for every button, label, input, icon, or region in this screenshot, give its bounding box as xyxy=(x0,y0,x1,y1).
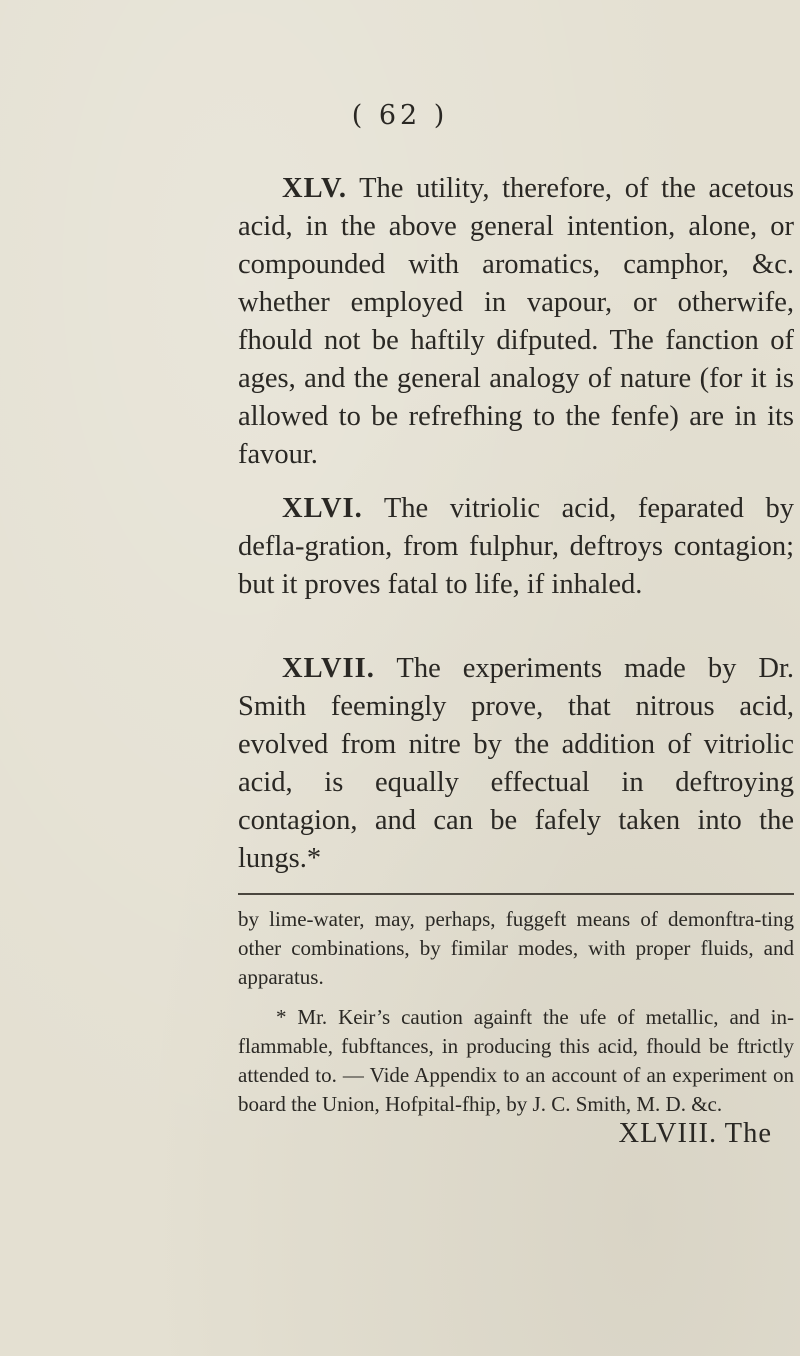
page-number: ( 62 ) xyxy=(351,100,449,131)
footnote-divider xyxy=(238,893,794,895)
paragraph-text: The utility, therefore, of the acetous acid, in the above general intention, alone, or compounded with aromatics, camphor, &c. whether employed in vapour, or otherwife, fhould not be haftily difputed. The fanction of ages, and the general analogy of nature (for it is allowed to be refrefhing to the fenfe) are in its favour. xyxy=(238,173,794,470)
section-numeral: XLVII. xyxy=(282,653,375,684)
footnote-continuation: by lime-water, may, perhaps, fuggeft means of demonftra-ting other combinations, by fimilar modes, with proper fluids, and apparatus. xyxy=(238,907,794,989)
paragraph-text: The experiments made by Dr. Smith feemingly prove, that nitrous acid, evolved from nitre by the addition of vitriolic acid, is equally effectual in deftroying contagion, and can be fafely taken into the lungs.* xyxy=(238,653,794,874)
paragraph-xlv xyxy=(238,170,794,474)
paragraph-xlvi xyxy=(238,490,794,604)
footnote-star: * Mr. Keir’s caution againft the ufe of metallic, and in-flammable, fubftances, in producing this acid, fhould be ftrictly attended to. — Vide Appendix to an account of an experiment on board the Union, Hofpital-fhip, by J. C. Smith, M. D. &c. xyxy=(238,1005,794,1116)
section-numeral: XLV. xyxy=(282,173,348,204)
paragraph-text: The vitriolic acid, feparated by defla-gration, from fulphur, deftroys contagion; but it proves fatal to life, if inhaled. xyxy=(238,493,794,600)
section-numeral: XLVI. xyxy=(282,493,363,524)
catchword: XLVIII. The xyxy=(618,1118,772,1149)
paragraph-xlvii xyxy=(238,650,794,878)
